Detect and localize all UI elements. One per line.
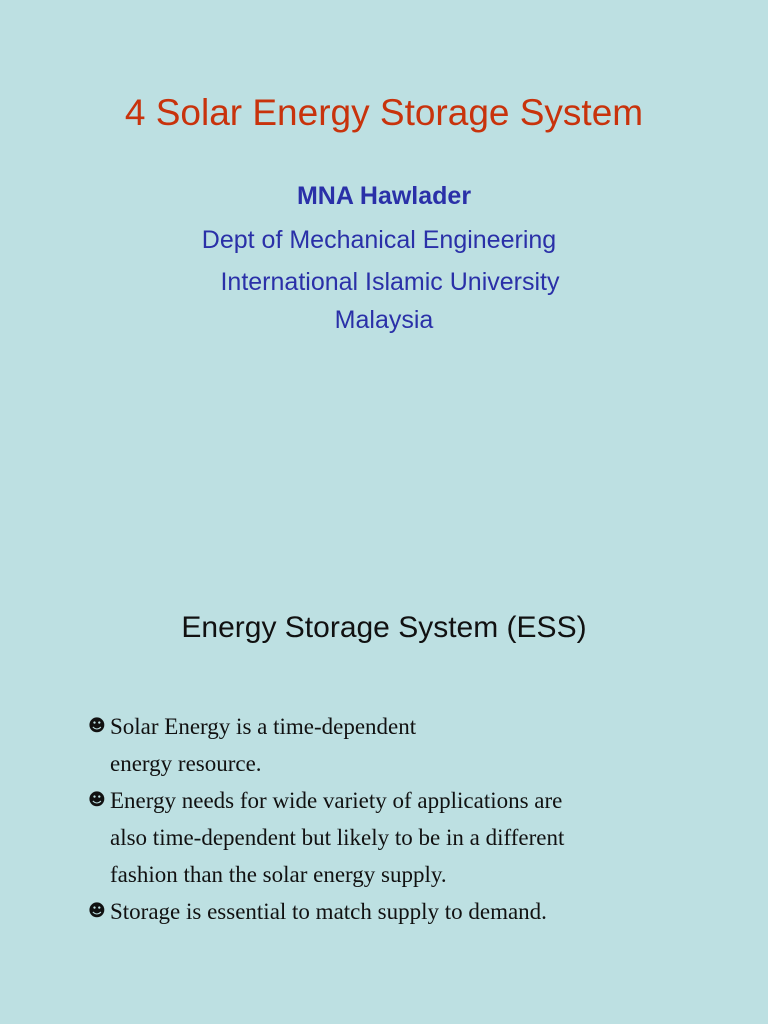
slide-heading: Energy Storage System (ESS) [181,611,587,644]
bullet-line: Storage is essential to match supply to demand. [110,899,547,924]
bullet-line: Energy needs for wide variety of applications are [110,788,563,813]
country-name: Malaysia [334,306,434,334]
smiley-bullet-icon: ☻ [88,790,106,810]
author-name: MNA Hawlader [296,182,472,210]
bullet-list [88,708,708,930]
smiley-bullet-icon: ☻ [88,716,106,736]
list-item [88,893,708,930]
slide-title: 4 Solar Energy Storage System [124,92,644,133]
bullet-line: also time-dependent but likely to be in a different [110,825,565,850]
department-name: Dept of Mechanical Engineering [201,226,557,254]
list-item [88,782,708,893]
content-slide [0,512,768,1024]
bullet-line: fashion than the solar energy supply. [110,862,447,887]
bullet-line: Solar Energy is a time-dependent [110,714,417,739]
university-name: International Islamic University [220,268,560,296]
list-item [88,708,708,782]
bullet-line: energy resource. [110,751,262,776]
smiley-bullet-icon: ☻ [88,901,106,921]
